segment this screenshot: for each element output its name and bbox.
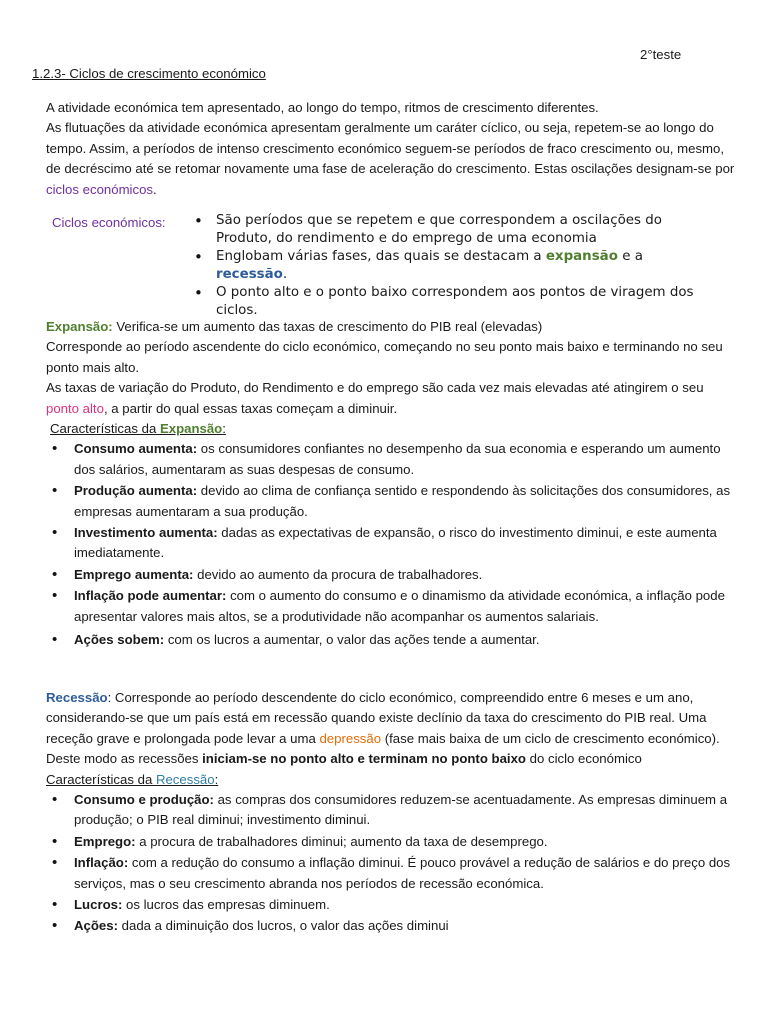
item-text: a procura de trabalhadores diminui; aumento da taxa de desemprego. [135,833,548,849]
list-item [46,481,736,522]
expansao-char-pre: Características da [50,421,160,437]
recessao-label: Recessão [46,690,108,705]
item-text: com o aumento do consumo e o dinamismo da atividade económica, a inflação pode apresentar valores mais altos, se a produtividade não acompanhar os aumentos salariais. [74,588,725,624]
recessao-char-word: Recessão [155,771,215,787]
list-item [46,439,736,480]
list-item [46,853,736,894]
expansao-section [46,317,736,651]
item-title: Emprego: [74,833,136,849]
list-item [46,523,736,564]
expansao-char-colon: : [222,421,226,437]
ciclos-item-2-text: Englobam várias fases, das quais se destacam a [216,249,546,264]
intro-block [46,98,736,200]
item-text: dadas as expectativas de expansão, o risco do investimento diminui, e este aumenta imediatamente. [74,525,717,561]
expansao-characteristics-heading [46,419,736,439]
expansao-p2-end: , a partir do qual essas taxas começam a diminuir. [103,400,398,416]
list-item [46,790,736,831]
expansao-p2-text: As taxas de variação do Produto, do Rendimento e do emprego são cada vez mais elevadas até atingirem o seu [46,380,704,396]
ciclos-item-3-text: O ponto alto e o ponto baixo correspondem aos pontos de viragem dos ciclos. [216,285,694,318]
ciclos-bullets [188,212,718,320]
item-title: Investimento aumenta: [74,525,218,541]
header-test-label: 2°teste [640,47,682,62]
recessao-char-colon: : [214,771,219,787]
ciclos-label: Ciclos económicos: [52,215,166,230]
recessao-characteristics-heading [46,770,736,790]
item-text: com a redução do consumo a inflação diminui. É pouco provável a redução de salários e do preço dos serviços, mas o seu crescimento abranda nos períodos de recessão económica. [74,855,731,891]
item-title: Inflação: [74,855,129,871]
item-title: Consumo aumenta: [74,441,198,457]
depressao-highlight: depressão [319,730,382,746]
recessao-highlight: recessão [216,267,283,282]
item-title: Lucros: [74,897,123,913]
item-text: as compras dos consumidores reduzem-se acentuadamente. As empresas diminuem a produção; o PIB real diminui; investimento diminui. [74,792,728,828]
expansao-lead-text: Verifica-se um aumento das taxas de crescimento do PIB real (elevadas) [112,319,543,334]
ciclos-list [188,212,718,320]
item-title: Ações: [74,918,118,934]
list-item [46,916,736,936]
expansao-p1: Corresponde ao período ascendente do ciclo económico, começando no seu ponto mais baixo e terminando no seu ponto mais alto. [46,339,723,375]
intro-paragraph [46,118,736,200]
item-text: os consumidores confiantes no desempenho da sua economia e esperando um aumento dos salários, aumentaram as suas despesas de consumo. [74,441,721,477]
recessao-mid: (fase mais baixa de um ciclo de crescimento económico). Deste modo as recessões [46,730,720,767]
ciclos-economicos-highlight: ciclos económicos [46,181,154,197]
expansao-lead [46,317,736,337]
recessao-end: do ciclo económico [526,751,642,767]
intro-end: . [153,181,157,197]
item-title: Ações sobem: [74,632,165,648]
item-title: Emprego aumenta: [74,566,194,582]
recessao-section [46,688,736,937]
recessao-text: : Corresponde ao período descendente do ciclo económico, compreendido entre 6 meses e um ano, considerando-se que um país está em recessão quando existe declínio da taxa do crescimento do PIB real. Uma receção grave e prolongada pode levar a uma [46,690,707,746]
recessao-char-pre: Características da [46,771,156,787]
ciclos-item-1 [188,212,718,248]
expansao-label: Expansão: [46,319,113,334]
expansao-char-word: Expansão [159,421,223,437]
item-title: Inflação pode aumentar: [74,588,227,604]
item-text: com os lucros a aumentar, o valor das ações tende a aumentar. [164,632,540,648]
intro-text: As flutuações da atividade económica apresentam geralmente um caráter cíclico, ou seja, repetem-se ao longo do tempo. Assim, a períodos de intenso crescimento económico seguem-se períodos de fraco crescimento ou, mesmo, de decréscimo até se retomar novamente uma fase de aceleração do crescimento. Estas oscilações designam-se por [46,120,735,177]
list-item [46,586,736,627]
list-item [46,832,736,852]
list-item [46,630,736,650]
section-title: 1.2.3- Ciclos de crescimento económico [32,66,266,81]
ciclos-item-2 [188,248,718,284]
expansao-p2 [46,378,736,419]
ponto-alto-highlight: ponto alto [46,400,104,416]
item-text: dada a diminuição dos lucros, o valor das ações diminui [117,918,449,934]
recessao-characteristics-list [46,790,736,937]
list-item [46,565,736,585]
ciclos-item-1-text: São períodos que se repetem e que correspondem a oscilações do Produto, do rendimento e do emprego de uma economia [216,213,662,246]
expansao-highlight: expansão [545,249,618,264]
item-title: Produção aumenta: [74,483,198,499]
item-title: Consumo e produção: [74,792,214,808]
item-text: devido ao aumento da procura de trabalhadores. [193,566,483,582]
intro-line-1: A atividade económica tem apresentado, ao longo do tempo, ritmos de crescimento diferentes. [46,100,599,115]
recessao-paragraph [46,688,736,770]
ciclos-item-2-mid: e a [617,249,643,264]
ciclos-item-3 [188,284,718,320]
ciclos-item-2-end: . [282,267,288,282]
item-text: os lucros das empresas diminuem. [122,897,330,913]
expansao-characteristics-list [46,439,736,650]
recessao-bold: iniciam-se no ponto alto e terminam no ponto baixo [202,751,526,767]
list-item [46,895,736,915]
item-text: devido ao clima de confiança sentido e respondendo às solicitações dos consumidores, as empresas aumentaram a sua produção. [74,483,731,519]
